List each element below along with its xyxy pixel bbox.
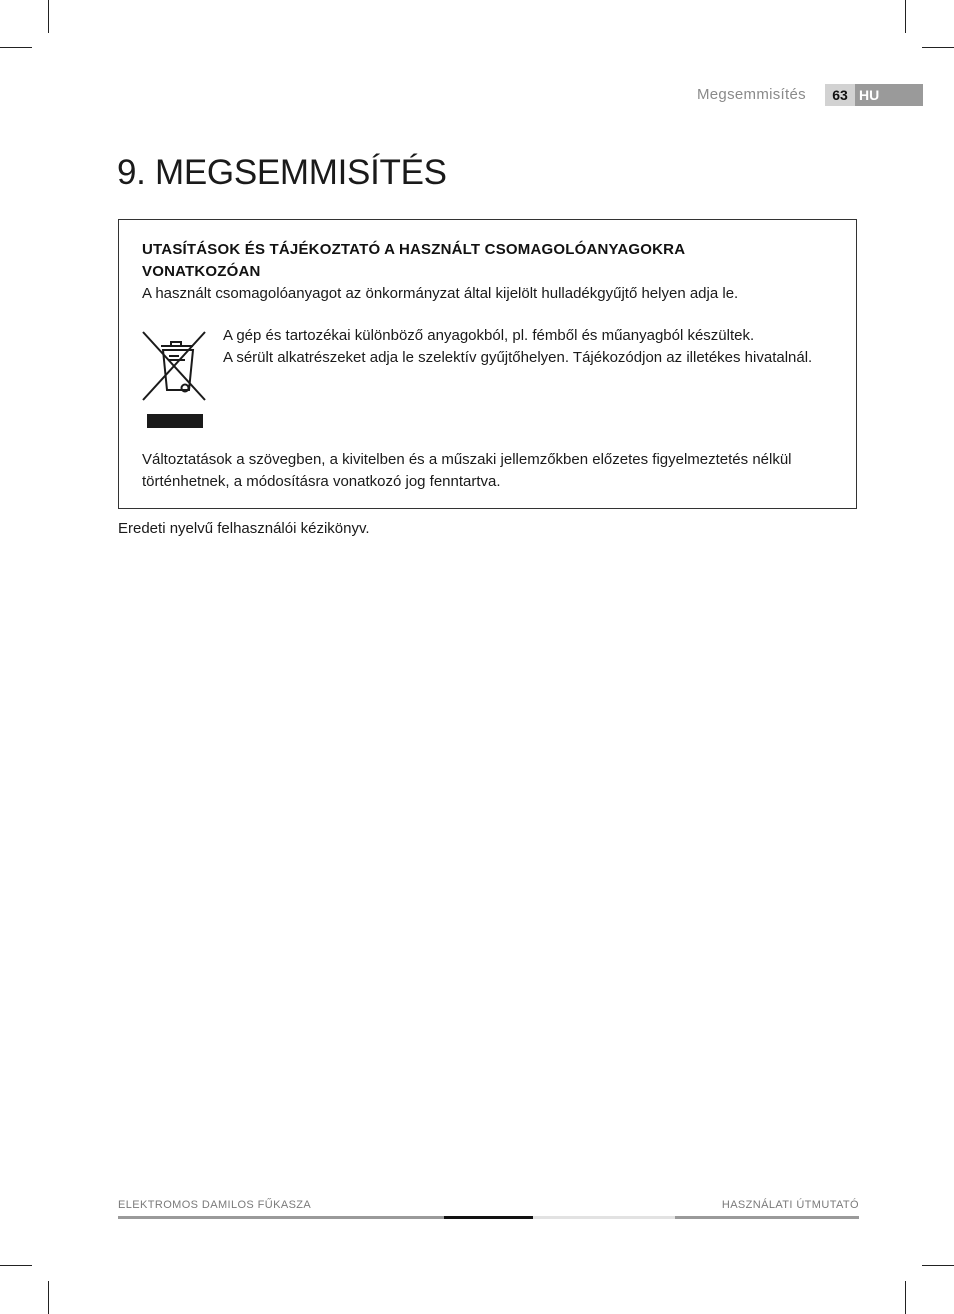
page-title: 9. MEGSEMMISÍTÉS xyxy=(117,153,447,192)
page-number: 63 xyxy=(825,84,855,106)
crop-mark xyxy=(48,1281,49,1314)
header-section-title: Megsemmisítés xyxy=(697,86,806,103)
materials-text-line-2: A sérült alkatrészeket adja le szelektív gyűjtőhelyen. Tájékozódjon az illetékes hivatalnál. xyxy=(223,349,813,366)
disposal-info-box xyxy=(118,219,857,509)
crop-mark xyxy=(922,47,954,48)
box-heading: UTASÍTÁSOK ÉS TÁJÉKOZTATÓ A HASZNÁLT CSOMAGOLÓANYAGOKRA VONATKOZÓAN xyxy=(142,241,685,280)
crop-mark xyxy=(905,1281,906,1314)
crop-mark xyxy=(48,0,49,33)
changes-text-line-1: Változtatások a szövegben, a kivitelben és a műszaki jellemzőkben előzetes figyelmeztetés nélkül xyxy=(142,451,792,468)
footer-document-type: HASZNÁLATI ÚTMUTATÓ xyxy=(721,1199,859,1211)
footer-bar-segment xyxy=(118,1216,444,1219)
original-manual-note: Eredeti nyelvű felhasználói kézikönyv. xyxy=(118,520,370,537)
footer-bar-segment xyxy=(675,1216,859,1219)
page-badge xyxy=(825,84,923,106)
changes-text-line-2: történhetnek, a módosításra vonatkozó jog fenntartva. xyxy=(142,473,501,490)
crossed-out-wheelie-bin-icon xyxy=(139,328,209,428)
language-code: HU xyxy=(859,87,880,103)
footer-product-name: ELEKTROMOS DAMILOS FŰKASZA xyxy=(118,1199,312,1211)
footer-bar-segment xyxy=(444,1216,533,1219)
crop-mark xyxy=(922,1265,954,1266)
crop-mark xyxy=(0,47,32,48)
footer-bar-segment xyxy=(533,1216,675,1219)
crop-mark xyxy=(905,0,906,33)
packaging-text: A használt csomagolóanyagot az önkormányzat által kijelölt hulladékgyűjtő helyen adja le. xyxy=(142,285,739,302)
crop-mark xyxy=(0,1265,32,1266)
materials-text-line-1: A gép és tartozékai különböző anyagokból, pl. fémből és műanyagból készültek. xyxy=(223,327,755,344)
